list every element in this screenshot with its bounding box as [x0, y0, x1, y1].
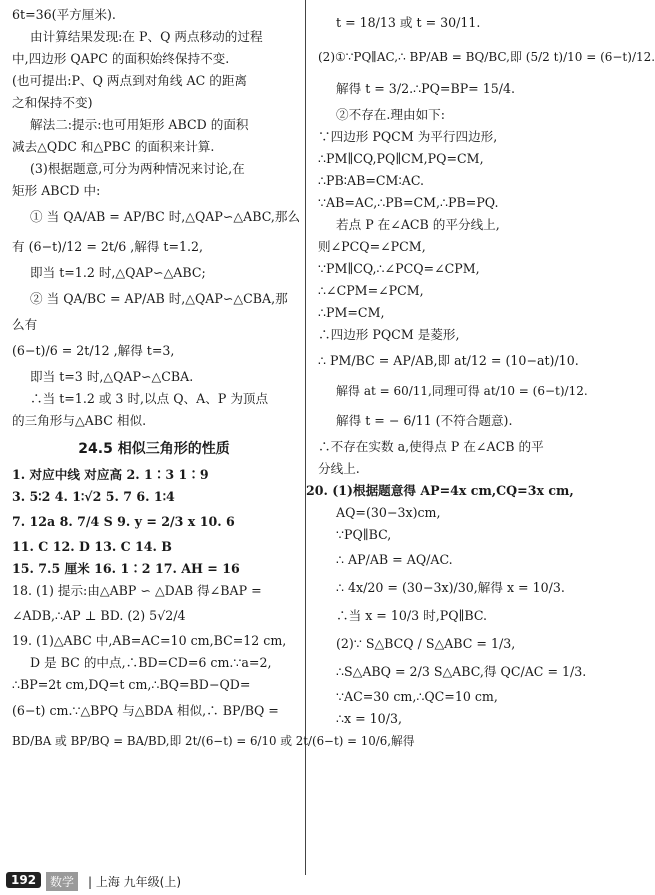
text-line: ∴PM=CM,	[318, 305, 385, 320]
text-line: 矩形 ABCD 中:	[12, 183, 101, 198]
text-line: 若点 P 在∠ACB 的平分线上,	[336, 217, 500, 232]
page-number: 192	[6, 872, 41, 888]
text-line: (6−t)/6 = 2t/12 ,解得 t=3,	[12, 343, 175, 358]
text-line: ∴ 4x/20 = (30−3x)/30,解得 x = 10/3.	[336, 580, 565, 595]
text-line: 之和保持不变)	[12, 95, 93, 110]
text-line: 解得 t = 3/2.∴PQ=BP= 15/4.	[336, 81, 516, 96]
text-line: 则∠PCQ=∠PCM,	[318, 239, 426, 254]
answer-line: D 是 BC 的中点,∴BD=CD=6 cm.∵a=2,	[30, 655, 272, 670]
text-line: ∴四边形 PQCM 是菱形,	[318, 327, 460, 342]
text-line: 么有	[12, 317, 38, 332]
text-line: 即当 t=1.2 时,△QAP∽△ABC;	[30, 265, 206, 280]
text-line: ∴x = 10/3,	[336, 711, 402, 726]
text-line: 中,四边形 QAPC 的面积始终保持不变.	[12, 51, 230, 66]
right-column	[306, 0, 655, 730]
text-line: 解得 at = 60/11,同理可得 at/10 = (6−t)/12.	[336, 384, 588, 398]
section-title: 24.5 相似三角形的性质	[78, 441, 230, 457]
answer-line: 11. C 12. D 13. C 14. B	[12, 539, 172, 554]
text-line: ∴ PM/BC = AP/AB,即 at/12 = (10−at)/10.	[318, 353, 579, 368]
text-line: ∴∠CPM=∠PCM,	[318, 283, 424, 298]
text-line: (2)①∵PQ∥AC,∴ BP/AB = BQ/BC,即 (5/2 t)/10 = (6−t)/12.	[318, 50, 655, 64]
text-line: 6t=36(平方厘米).	[12, 7, 116, 22]
text-line: 即当 t=3 时,△QAP∽△CBA.	[30, 369, 194, 384]
text-line: AQ=(30−3x)cm,	[336, 505, 441, 520]
page-footer	[0, 870, 597, 895]
text-line: (2)∵ S△BCQ / S△ABC = 1/3,	[336, 636, 516, 651]
answer-line: 7. 12a 8. 7/4 S 9. y = 2/3 x 10. 6	[12, 514, 235, 529]
text-line: (也可提出:P、Q 两点到对角线 AC 的距离	[12, 73, 248, 88]
text-line: 20. (1)根据题意得 AP=4x cm,CQ=3x cm,	[306, 483, 574, 498]
text-line: 分线上.	[318, 461, 360, 476]
text-line: ∴当 t=1.2 或 3 时,以点 Q、A、P 为顶点	[30, 391, 269, 406]
text-line: ∵PM∥CQ,∴∠PCQ=∠CPM,	[318, 261, 480, 276]
footer-text: | 上海 九年级(上)	[88, 875, 182, 889]
text-line: 解法二:提示:也可用矩形 ABCD 的面积	[30, 117, 249, 132]
text-line: (3)根据题意,可分为两种情况来讨论,在	[30, 161, 245, 176]
text-line: ∵PQ∥BC,	[336, 527, 392, 542]
text-line: ① 当 QA/AB = AP/BC 时,△QAP∽△ABC,那么	[30, 209, 301, 224]
text-line: ∴PB∶AB=CM∶AC.	[318, 173, 425, 188]
subject-badge: 数学	[46, 872, 78, 891]
answer-line: 3. 5∶2 4. 1∶√2 5. 7 6. 1∶4	[12, 489, 175, 504]
text-line: 减去△QDC 和△PBC 的面积来计算.	[12, 139, 215, 154]
text-line: 解得 t = − 6/11 (不符合题意).	[336, 413, 513, 428]
text-line: ∴当 x = 10/3 时,PQ∥BC.	[336, 608, 488, 623]
text-line: 的三角形与△ABC 相似.	[12, 413, 147, 428]
text-line: ∴不存在实数 a,使得点 P 在∠ACB 的平	[318, 439, 544, 454]
text-line: ②不存在.理由如下:	[336, 107, 445, 122]
text-line: ∵AB=AC,∴PB=CM,∴PB=PQ.	[318, 195, 499, 210]
text-line: ∵AC=30 cm,∴QC=10 cm,	[336, 689, 498, 704]
answer-line: (6−t) cm.∵△BPQ 与△BDA 相似,∴ BP/BQ =	[12, 703, 279, 718]
answer-line: 19. (1)△ABC 中,AB=AC=10 cm,BC=12 cm,	[12, 633, 287, 648]
answer-line: 15. 7.5 厘米 16. 1∶2 17. AH = 16	[12, 561, 240, 576]
text-line: ∴ AP/AB = AQ/AC.	[336, 552, 453, 567]
text-line: ② 当 QA/BC = AP/AB 时,△QAP∽△CBA,那	[30, 291, 288, 306]
text-line: ∴S△ABQ = 2/3 S△ABC,得 QC/AC = 1/3.	[336, 664, 587, 679]
answer-line: BD/BA 或 BP/BQ = BA/BD,即 2t/(6−t) = 6/10 或 2t/(6−t) = 10/6,解得	[12, 734, 415, 748]
answer-line: ∴BP=2t cm,DQ=t cm,∴BQ=BD−QD=	[12, 677, 251, 692]
text-line: 有 (6−t)/12 = 2t/6 ,解得 t=1.2,	[12, 239, 204, 254]
text-line: ∴PM∥CQ,PQ∥CM,PQ=CM,	[318, 151, 484, 166]
answer-line: 18. (1) 提示:由△ABP ∽ △DAB 得∠BAP =	[12, 583, 262, 598]
text-line: t = 18/13 或 t = 30/11.	[336, 15, 481, 30]
answer-line: 1. 对应中线 对应高 2. 1∶3 1∶9	[12, 467, 209, 482]
text-line: ∵四边形 PQCM 为平行四边形,	[318, 129, 498, 144]
answer-line: ∠ADB,∴AP ⊥ BD. (2) 5√2/4	[12, 608, 186, 623]
text-line: 由计算结果发现:在 P、Q 两点移动的过程	[30, 29, 263, 44]
